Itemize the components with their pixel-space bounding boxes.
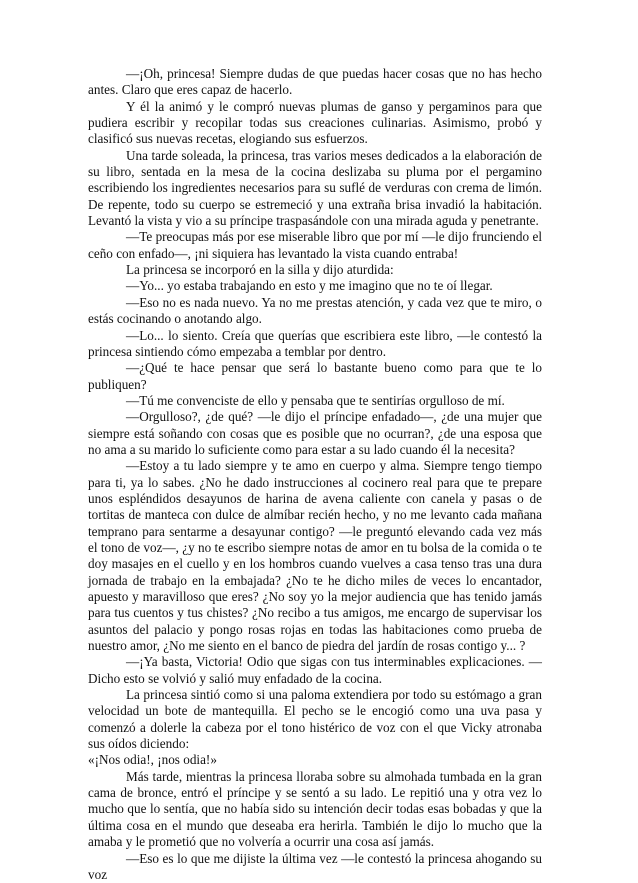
paragraph-5: La princesa se incorporó en la silla y dijo aturdida:: [88, 262, 542, 278]
paragraph-12: —Estoy a tu lado siempre y te amo en cuerpo y alma. Siempre tengo tiempo para ti, ya lo sabes. ¿No he dado instrucciones al cocinero real para que te prepare unos espléndidos desayunos de harina de avena caliente con canela y pasas o de tortitas de manteca con dulce de almíbar recién hecho, y no me levanto cada mañana temprano para sentarme a desayunar contigo? —le preguntó elevando cada vez más el tono de voz—, ¿y no te escribo siempre notas de amor en tu bolsa de la comida o te doy masajes en el cuello y en los hombros cuando vuelves a casa tenso tras una dura jornada de trabajo en la embajada? ¿No te he dicho miles de veces lo encantador, apuesto y maravilloso que eres? ¿No soy yo la mejor audiencia que has tenido jamás para tus cuentos y tus chistes? ¿No recibo a tus amigos, me encargo de supervisar los asuntos del palacio y pongo rosas rojas en todas las habitaciones como prueba de nuestro amor, ¿No me siento en el banco de piedra del jardín de rosas contigo y... ?: [88, 458, 542, 654]
paragraph-4: —Te preocupas más por ese miserable libro que por mí —le dijo frunciendo el ceño con enfado—, ¡ni siquiera has levantado la vista cuando entraba!: [88, 229, 542, 262]
paragraph-11: —Orgulloso?, ¿de qué? —le dijo el príncipe enfadado—, ¿de una mujer que siempre está soñando con cosas que es posible que no ocurran?, ¿de una esposa que no ama a su marido lo suficiente como para estar a su lado cuando él la necesita?: [88, 409, 542, 458]
paragraph-1: —¡Oh, princesa! Siempre dudas de que puedas hacer cosas que no has hecho antes. Claro que eres capaz de hacerlo.: [88, 66, 542, 99]
paragraph-9: —¿Qué te hace pensar que será lo bastante bueno como para que te lo publiquen?: [88, 360, 542, 393]
paragraph-13: —¡Ya basta, Victoria! Odio que sigas con tus interminables explicaciones. —Dicho esto se volvió y salió muy enfadado de la cocina.: [88, 654, 542, 687]
paragraph-6: —Yo... yo estaba trabajando en esto y me imagino que no te oí llegar.: [88, 278, 542, 294]
paragraph-16: Más tarde, mientras la princesa lloraba sobre su almohada tumbada en la gran cama de bronce, entró el príncipe y se sentó a su lado. Le repitió una y otra vez lo mucho que lo sentía, que no había sido su intención decir todas esas bobadas y que la última cosa en el mundo que deseaba era herirla. También le dijo lo mucho que la amaba y le prometió que no volvería a ocurrir una cosa así jamás.: [88, 769, 542, 851]
paragraph-10: —Tú me convenciste de ello y pensaba que te sentirías orgulloso de mí.: [88, 393, 542, 409]
paragraph-8: —Lo... lo siento. Creía que querías que escribiera este libro, —le contestó la princesa sintiendo cómo empezaba a temblar por dentro.: [88, 328, 542, 361]
paragraph-3: Una tarde soleada, la princesa, tras varios meses dedicados a la elaboración de su libro, sentada en la mesa de la cocina deslizaba su pluma por el pergamino escribiendo los ingredientes necesarios para su suflé de verduras con crema de limón. De repente, todo su cuerpo se estremeció y una extraña brisa invadió la habitación. Levantó la vista y vio a su príncipe traspasándole con una mirada aguda y penetrante.: [88, 148, 542, 230]
paragraph-14: La princesa sintió como si una paloma extendiera por todo su estómago a gran velocidad un bote de mantequilla. El pecho se le encogió como una uva pasa y comenzó a dolerle la cabeza por el tono histérico de voz con el que Vicky atronaba sus oídos diciendo:: [88, 687, 542, 752]
paragraph-7: —Eso no es nada nuevo. Ya no me prestas atención, y cada vez que te miro, o estás cocinando o anotando algo.: [88, 295, 542, 328]
paragraph-15: «¡Nos odia!, ¡nos odia!»: [88, 752, 542, 768]
paragraph-17: —Eso es lo que me dijiste la última vez —le contestó la princesa ahogando su voz: [88, 851, 542, 883]
paragraph-2: Y él la animó y le compró nuevas plumas de ganso y pergaminos para que pudiera escribir y recopilar todas sus creaciones culinarias. Asimismo, probó y clasificó sus nuevas recetas, elogiando sus esfuerzos.: [88, 99, 542, 148]
